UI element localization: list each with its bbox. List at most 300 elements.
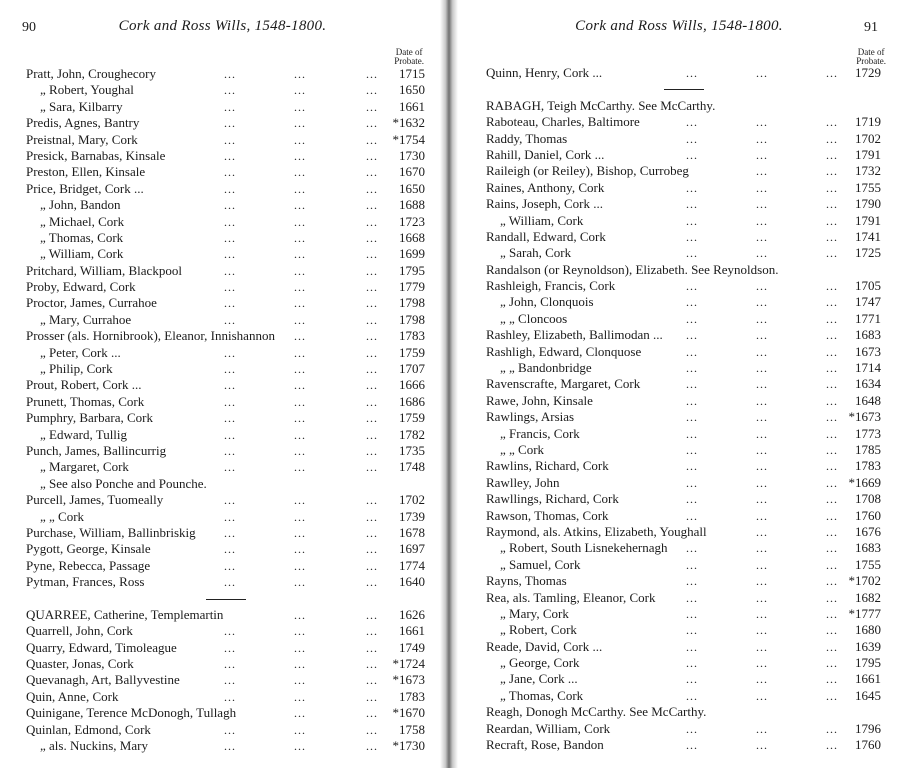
leader-dots: ... bbox=[686, 115, 698, 130]
leader-dots: ... bbox=[826, 164, 838, 179]
entry-name: Quarrell, John, Cork bbox=[26, 623, 133, 639]
entry-row bbox=[26, 148, 425, 164]
entry-row bbox=[486, 196, 881, 212]
leader-dots: ... bbox=[366, 83, 378, 98]
entry-row bbox=[486, 147, 881, 163]
leader-dots: ... bbox=[686, 672, 698, 687]
leader-dots: ... bbox=[224, 411, 236, 426]
leader-dots: ... bbox=[294, 640, 306, 655]
entry-row bbox=[26, 607, 425, 623]
probate-year: 1755 bbox=[855, 556, 881, 572]
entry-name: „ Thomas, Cork bbox=[40, 229, 124, 245]
leader-dots: ... bbox=[294, 214, 306, 229]
leader-dots: ... bbox=[366, 575, 378, 590]
entry-row bbox=[486, 491, 881, 507]
divider-rule bbox=[664, 89, 704, 90]
entry-row bbox=[486, 655, 881, 671]
leader-dots: ... bbox=[294, 673, 306, 688]
leader-dots: ... bbox=[826, 738, 838, 753]
leader-dots: ... bbox=[366, 607, 378, 622]
leader-dots: ... bbox=[294, 509, 306, 524]
leader-dots: ... bbox=[756, 590, 768, 605]
probate-year: 1719 bbox=[855, 114, 881, 130]
probate-year: 1748 bbox=[399, 459, 425, 475]
entry-name: Quinlan, Edmond, Cork bbox=[26, 721, 151, 737]
entry-name: Randalson (or Reynoldson), Elizabeth. See Reynoldson. bbox=[486, 261, 779, 277]
entry-row bbox=[486, 426, 881, 442]
probate-year: 1771 bbox=[855, 310, 881, 326]
entry-name: Rawlley, John bbox=[486, 474, 560, 490]
entry-row bbox=[486, 458, 881, 474]
leader-dots: ... bbox=[686, 688, 698, 703]
entry-row bbox=[26, 328, 425, 344]
entry-row bbox=[26, 246, 425, 262]
probate-year: 1725 bbox=[855, 245, 881, 261]
leader-dots: ... bbox=[756, 574, 768, 589]
entry-name: Rayns, Thomas bbox=[486, 573, 567, 589]
entry-name: „ John, Bandon bbox=[40, 197, 121, 213]
probate-year: 1668 bbox=[399, 229, 425, 245]
leader-dots: ... bbox=[826, 180, 838, 195]
leader-dots: ... bbox=[224, 230, 236, 245]
entry-row bbox=[26, 558, 425, 574]
entry-name: Reagh, Donogh McCarthy. See McCarthy. bbox=[486, 704, 707, 720]
leader-dots: ... bbox=[294, 181, 306, 196]
entry-row bbox=[486, 245, 881, 261]
entry-name: „ Robert, South Lisnekehernagh bbox=[500, 540, 668, 556]
entry-row bbox=[486, 114, 881, 130]
probate-year: 1782 bbox=[399, 426, 425, 442]
probate-year: 1749 bbox=[399, 639, 425, 655]
entry-row bbox=[486, 540, 881, 556]
entry-row bbox=[486, 573, 881, 589]
leader-dots: ... bbox=[294, 230, 306, 245]
leader-dots: ... bbox=[686, 721, 698, 736]
probate-year: 1759 bbox=[399, 410, 425, 426]
leader-dots: ... bbox=[826, 328, 838, 343]
entry-row bbox=[26, 672, 425, 688]
leader-dots: ... bbox=[224, 198, 236, 213]
leader-dots: ... bbox=[366, 657, 378, 672]
entry-name: Predis, Agnes, Bantry bbox=[26, 115, 140, 131]
leader-dots: ... bbox=[686, 246, 698, 261]
probate-year: *1669 bbox=[848, 474, 881, 490]
entry-name: Rea, als. Tamling, Eleanor, Cork bbox=[486, 589, 656, 605]
leader-dots: ... bbox=[826, 295, 838, 310]
leader-dots: ... bbox=[366, 198, 378, 213]
leader-dots: ... bbox=[826, 492, 838, 507]
probate-year: *1754 bbox=[392, 131, 425, 147]
leader-dots: ... bbox=[294, 394, 306, 409]
entry-row bbox=[26, 230, 425, 246]
leader-dots: ... bbox=[826, 442, 838, 457]
entry-name: Purcell, James, Tuomeally bbox=[26, 492, 164, 508]
entry-name: Prunett, Thomas, Cork bbox=[26, 393, 145, 409]
leader-dots: ... bbox=[686, 377, 698, 392]
leader-dots: ... bbox=[294, 607, 306, 622]
leader-dots: ... bbox=[826, 344, 838, 359]
entry-row bbox=[486, 524, 881, 540]
leader-dots: ... bbox=[826, 147, 838, 162]
entry-name: „ William, Cork bbox=[40, 246, 124, 262]
leader-dots: ... bbox=[224, 460, 236, 475]
leader-dots: ... bbox=[224, 214, 236, 229]
entry-row bbox=[26, 82, 425, 98]
entry-name: Rains, Joseph, Cork ... bbox=[486, 196, 603, 212]
leader-dots: ... bbox=[756, 623, 768, 638]
entry-name: „ George, Cork bbox=[500, 655, 580, 671]
leader-dots: ... bbox=[366, 689, 378, 704]
leader-dots: ... bbox=[756, 213, 768, 228]
leader-dots: ... bbox=[294, 247, 306, 262]
leader-dots: ... bbox=[756, 361, 768, 376]
leader-dots: ... bbox=[294, 427, 306, 442]
entry-name: Quevanagh, Art, Ballyvestine bbox=[26, 672, 180, 688]
entry-row bbox=[486, 262, 881, 278]
leader-dots: ... bbox=[294, 657, 306, 672]
entry-name: Raines, Anthony, Cork bbox=[486, 179, 605, 195]
entry-name: „ William, Cork bbox=[500, 212, 584, 228]
probate-year: 1688 bbox=[399, 197, 425, 213]
entry-name: Rashleigh, Francis, Cork bbox=[486, 278, 616, 294]
leader-dots: ... bbox=[686, 180, 698, 195]
leader-dots: ... bbox=[224, 739, 236, 754]
leader-dots: ... bbox=[366, 312, 378, 327]
leader-dots: ... bbox=[826, 410, 838, 425]
probate-year: 1661 bbox=[399, 98, 425, 114]
leader-dots: ... bbox=[224, 67, 236, 81]
leader-dots: ... bbox=[756, 295, 768, 310]
leader-dots: ... bbox=[294, 706, 306, 721]
leader-dots: ... bbox=[366, 411, 378, 426]
leader-dots: ... bbox=[366, 640, 378, 655]
entry-row bbox=[26, 394, 425, 410]
leader-dots: ... bbox=[366, 247, 378, 262]
probate-year: 1755 bbox=[855, 179, 881, 195]
entry-row bbox=[26, 66, 425, 82]
entry-name: Quin, Anne, Cork bbox=[26, 688, 119, 704]
entry-name: „ Robert, Cork bbox=[500, 622, 577, 638]
probate-year: 1732 bbox=[855, 163, 881, 179]
probate-year: 1699 bbox=[399, 246, 425, 262]
leader-dots: ... bbox=[294, 116, 306, 131]
leader-dots: ... bbox=[224, 394, 236, 409]
entry-row bbox=[26, 164, 425, 180]
probate-year: 1708 bbox=[855, 491, 881, 507]
leader-dots: ... bbox=[756, 557, 768, 572]
entry-name: Preistnal, Mary, Cork bbox=[26, 131, 138, 147]
leader-dots: ... bbox=[294, 443, 306, 458]
entry-name: Pytman, Frances, Ross bbox=[26, 574, 145, 590]
leader-dots: ... bbox=[756, 115, 768, 130]
leader-dots: ... bbox=[686, 66, 698, 80]
entry-name: „ Mary, Currahoe bbox=[40, 311, 132, 327]
entry-name: Quinigane, Terence McDonogh, Tullagh bbox=[26, 705, 237, 721]
leader-dots: ... bbox=[756, 246, 768, 261]
entry-name: „ Jane, Cork ... bbox=[500, 671, 578, 687]
leader-dots: ... bbox=[826, 361, 838, 376]
right-page bbox=[458, 0, 900, 768]
entry-name: „ „ Cloncoos bbox=[500, 310, 568, 326]
probate-year: 1683 bbox=[855, 327, 881, 343]
probate-year: 1670 bbox=[399, 164, 425, 180]
left-entry-list bbox=[0, 66, 445, 754]
entry-row bbox=[26, 459, 425, 475]
entry-row bbox=[486, 671, 881, 687]
entry-row bbox=[486, 688, 881, 704]
leader-dots: ... bbox=[756, 426, 768, 441]
probate-year: 1676 bbox=[855, 523, 881, 539]
leader-dots: ... bbox=[224, 673, 236, 688]
leader-dots: ... bbox=[294, 329, 306, 344]
leader-dots: ... bbox=[826, 590, 838, 605]
leader-dots: ... bbox=[756, 606, 768, 621]
leader-dots: ... bbox=[686, 344, 698, 359]
entry-row bbox=[26, 427, 425, 443]
probate-year: 1729 bbox=[855, 65, 881, 80]
leader-dots: ... bbox=[224, 427, 236, 442]
probate-year: 1682 bbox=[855, 589, 881, 605]
entry-name: Raymond, als. Atkins, Elizabeth, Youghall bbox=[486, 523, 707, 539]
probate-year: 1648 bbox=[855, 392, 881, 408]
leader-dots: ... bbox=[366, 296, 378, 311]
leader-dots: ... bbox=[366, 132, 378, 147]
probate-year: 1723 bbox=[399, 213, 425, 229]
entry-row bbox=[26, 689, 425, 705]
probate-year: 1779 bbox=[399, 279, 425, 295]
leader-dots: ... bbox=[366, 214, 378, 229]
probate-year: *1730 bbox=[392, 738, 425, 754]
entry-name: Purchase, William, Ballinbriskig bbox=[26, 524, 196, 540]
probate-year: 1640 bbox=[399, 574, 425, 590]
leader-dots: ... bbox=[294, 362, 306, 377]
entry-name: „ Margaret, Cork bbox=[40, 459, 129, 475]
leader-dots: ... bbox=[366, 525, 378, 540]
date-of-probate-line2: Probate. bbox=[394, 56, 424, 66]
leader-dots: ... bbox=[686, 393, 698, 408]
entry-row bbox=[26, 295, 425, 311]
leader-dots: ... bbox=[826, 508, 838, 523]
leader-dots: ... bbox=[686, 606, 698, 621]
leader-dots: ... bbox=[366, 280, 378, 295]
leader-dots: ... bbox=[826, 115, 838, 130]
leader-dots: ... bbox=[224, 722, 236, 737]
probate-year: 1715 bbox=[399, 66, 425, 81]
leader-dots: ... bbox=[826, 574, 838, 589]
leader-dots: ... bbox=[686, 147, 698, 162]
leader-dots: ... bbox=[826, 524, 838, 539]
leader-dots: ... bbox=[294, 132, 306, 147]
probate-year: 1760 bbox=[855, 737, 881, 753]
leader-dots: ... bbox=[686, 213, 698, 228]
date-of-probate-line1: Date of bbox=[395, 47, 423, 57]
leader-dots: ... bbox=[826, 213, 838, 228]
entry-name: „ See also Ponche and Pounche. bbox=[40, 475, 207, 491]
probate-year: 1673 bbox=[855, 343, 881, 359]
date-of-probate-heading bbox=[856, 48, 886, 66]
leader-dots: ... bbox=[224, 493, 236, 508]
probate-year: 1798 bbox=[399, 311, 425, 327]
probate-year: 1634 bbox=[855, 376, 881, 392]
leader-dots: ... bbox=[224, 542, 236, 557]
probate-year: 1650 bbox=[399, 82, 425, 98]
leader-dots: ... bbox=[294, 378, 306, 393]
entry-name: „ Sarah, Cork bbox=[500, 245, 572, 261]
leader-dots: ... bbox=[224, 148, 236, 163]
probate-year: *1724 bbox=[392, 656, 425, 672]
probate-year: 1783 bbox=[399, 328, 425, 344]
leader-dots: ... bbox=[224, 296, 236, 311]
entry-row bbox=[26, 656, 425, 672]
leader-dots: ... bbox=[686, 197, 698, 212]
leader-dots: ... bbox=[366, 443, 378, 458]
leader-dots: ... bbox=[224, 116, 236, 131]
leader-dots: ... bbox=[826, 557, 838, 572]
entry-name: „ „ Cork bbox=[40, 508, 85, 524]
leader-dots: ... bbox=[686, 426, 698, 441]
entry-name: Raboteau, Charles, Baltimore bbox=[486, 114, 640, 130]
entry-name: Pygott, George, Kinsale bbox=[26, 541, 151, 557]
leader-dots: ... bbox=[826, 197, 838, 212]
entry-name: „ Mary, Cork bbox=[500, 605, 569, 621]
probate-year: 1795 bbox=[855, 655, 881, 671]
entry-row bbox=[486, 163, 881, 179]
probate-year: 1707 bbox=[399, 361, 425, 377]
leader-dots: ... bbox=[756, 311, 768, 326]
leader-dots: ... bbox=[366, 509, 378, 524]
leader-dots: ... bbox=[294, 411, 306, 426]
leader-dots: ... bbox=[366, 345, 378, 360]
entry-row bbox=[486, 475, 881, 491]
leader-dots: ... bbox=[756, 229, 768, 244]
leader-dots: ... bbox=[686, 492, 698, 507]
probate-year: *1702 bbox=[848, 573, 881, 589]
divider-rule bbox=[206, 599, 246, 600]
probate-year: 1759 bbox=[399, 344, 425, 360]
probate-year: 1747 bbox=[855, 294, 881, 310]
leader-dots: ... bbox=[756, 197, 768, 212]
probate-year: 1645 bbox=[855, 687, 881, 703]
leader-dots: ... bbox=[826, 623, 838, 638]
entry-name: Rawe, John, Kinsale bbox=[486, 392, 593, 408]
probate-year: 1730 bbox=[399, 147, 425, 163]
probate-year: 1683 bbox=[855, 540, 881, 556]
leader-dots: ... bbox=[686, 639, 698, 654]
leader-dots: ... bbox=[366, 99, 378, 114]
entry-row bbox=[486, 508, 881, 524]
leader-dots: ... bbox=[224, 263, 236, 278]
probate-year: 1702 bbox=[399, 492, 425, 508]
entry-row bbox=[26, 476, 425, 492]
entry-row bbox=[26, 623, 425, 639]
probate-year: 1714 bbox=[855, 360, 881, 376]
leader-dots: ... bbox=[294, 525, 306, 540]
entry-name: Raddy, Thomas bbox=[486, 130, 568, 146]
probate-year: 1760 bbox=[855, 507, 881, 523]
entry-name: Pyne, Rebecca, Passage bbox=[26, 557, 151, 573]
entry-name: Presick, Barnabas, Kinsale bbox=[26, 147, 166, 163]
probate-year: *1673 bbox=[392, 672, 425, 688]
leader-dots: ... bbox=[686, 311, 698, 326]
entry-name: Rawlings, Arsias bbox=[486, 409, 575, 425]
leader-dots: ... bbox=[826, 475, 838, 490]
entry-row bbox=[26, 525, 425, 541]
entry-row bbox=[486, 557, 881, 573]
leader-dots: ... bbox=[756, 344, 768, 359]
entry-name: Reardan, William, Cork bbox=[486, 720, 611, 736]
leader-dots: ... bbox=[756, 639, 768, 654]
leader-dots: ... bbox=[294, 345, 306, 360]
leader-dots: ... bbox=[366, 558, 378, 573]
leader-dots: ... bbox=[294, 198, 306, 213]
leader-dots: ... bbox=[686, 361, 698, 376]
entry-name: Proby, Edward, Cork bbox=[26, 279, 136, 295]
date-of-probate-line2: Probate. bbox=[856, 56, 886, 66]
probate-year: 1785 bbox=[855, 441, 881, 457]
leader-dots: ... bbox=[686, 459, 698, 474]
leader-dots: ... bbox=[826, 606, 838, 621]
leader-dots: ... bbox=[366, 329, 378, 344]
leader-dots: ... bbox=[224, 575, 236, 590]
entry-row bbox=[486, 360, 881, 376]
leader-dots: ... bbox=[366, 460, 378, 475]
entry-row bbox=[486, 704, 881, 720]
leader-dots: ... bbox=[686, 410, 698, 425]
entry-row bbox=[486, 344, 881, 360]
entry-name: Pritchard, William, Blackpool bbox=[26, 262, 182, 278]
entry-row bbox=[486, 622, 881, 638]
date-of-probate-line1: Date of bbox=[857, 47, 885, 57]
leader-dots: ... bbox=[294, 722, 306, 737]
entry-row bbox=[486, 737, 881, 753]
leader-dots: ... bbox=[294, 493, 306, 508]
right-entry-list bbox=[458, 65, 900, 753]
entry-row bbox=[486, 278, 881, 294]
leader-dots: ... bbox=[366, 673, 378, 688]
entry-name: „ Philip, Cork bbox=[40, 361, 113, 377]
entry-row bbox=[486, 131, 881, 147]
leader-dots: ... bbox=[366, 739, 378, 754]
entry-row bbox=[486, 65, 881, 81]
entry-name: Rahill, Daniel, Cork ... bbox=[486, 146, 605, 162]
running-head: Cork and Ross Wills, 1548-1800. bbox=[118, 18, 327, 34]
entry-row bbox=[26, 279, 425, 295]
entry-row bbox=[26, 99, 425, 115]
leader-dots: ... bbox=[224, 165, 236, 180]
leader-dots: ... bbox=[756, 279, 768, 294]
left-page bbox=[0, 0, 445, 768]
leader-dots: ... bbox=[224, 83, 236, 98]
entry-row bbox=[26, 214, 425, 230]
probate-year: *1673 bbox=[848, 409, 881, 425]
probate-year: 1697 bbox=[399, 541, 425, 557]
leader-dots: ... bbox=[686, 656, 698, 671]
leader-dots: ... bbox=[224, 624, 236, 639]
entry-name: QUARREE, Catherine, Templemartin bbox=[26, 606, 224, 622]
entry-row bbox=[26, 738, 425, 754]
probate-year: 1791 bbox=[855, 212, 881, 228]
leader-dots: ... bbox=[224, 181, 236, 196]
entry-row bbox=[26, 722, 425, 738]
leader-dots: ... bbox=[686, 738, 698, 753]
leader-dots: ... bbox=[294, 312, 306, 327]
entry-name: Quaster, Jonas, Cork bbox=[26, 656, 134, 672]
entry-row bbox=[486, 393, 881, 409]
leader-dots: ... bbox=[294, 165, 306, 180]
entry-name: „ Sara, Kilbarry bbox=[40, 98, 123, 114]
entry-name: „ Michael, Cork bbox=[40, 213, 125, 229]
section-divider bbox=[26, 591, 425, 607]
